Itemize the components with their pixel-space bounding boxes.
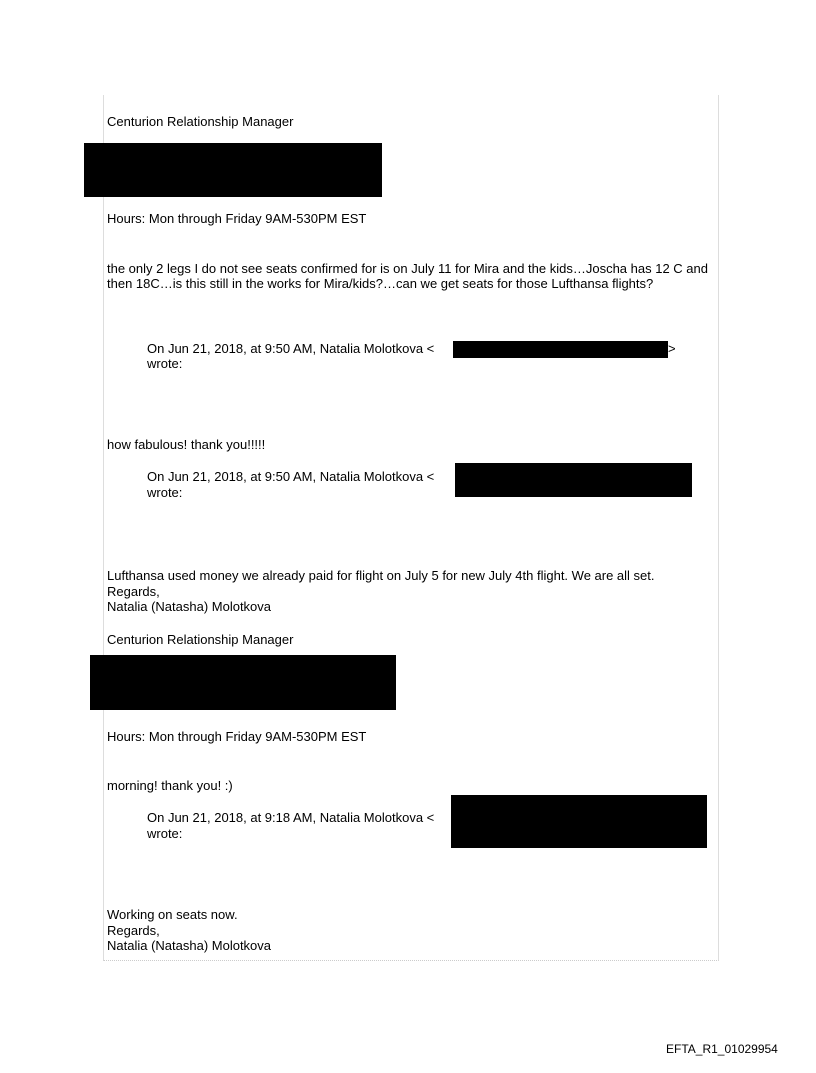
sender-name: Natalia (Natasha) Molotkova (107, 599, 272, 614)
message-line: Regards, (107, 584, 160, 599)
message-line: Lufthansa used money we already paid for flight on July 5 for new July 4th flight. We are all set. (107, 568, 655, 583)
message-line: Regards, (107, 923, 160, 938)
quote-header: On Jun 21, 2018, at 9:50 AM, Natalia Molotkova < (147, 469, 435, 484)
quote-header: On Jun 21, 2018, at 9:50 AM, Natalia Molotkova < (147, 341, 435, 356)
signature-title: Centurion Relationship Manager (107, 632, 294, 647)
message-body: morning! thank you! :) (107, 778, 233, 793)
quote-wrote: wrote: (147, 485, 183, 500)
redaction-box (453, 341, 668, 358)
message-line: Working on seats now. (107, 907, 238, 922)
quote-header-end: > (668, 341, 676, 356)
quote-wrote: wrote: (147, 356, 183, 371)
message-body: how fabulous! thank you!!!!! (107, 437, 266, 452)
signature-hours: Hours: Mon through Friday 9AM-530PM EST (107, 211, 367, 226)
redaction-box (84, 143, 382, 197)
bates-number: EFTA_R1_01029954 (666, 1042, 778, 1056)
signature-title: Centurion Relationship Manager (107, 114, 294, 129)
signature-hours: Hours: Mon through Friday 9AM-530PM EST (107, 729, 367, 744)
sender-name: Natalia (Natasha) Molotkova (107, 938, 272, 953)
quote-wrote: wrote: (147, 826, 183, 841)
redaction-box (455, 463, 692, 497)
quote-header: On Jun 21, 2018, at 9:18 AM, Natalia Molotkova < (147, 810, 435, 825)
message-body: the only 2 legs I do not see seats confirmed for is on July 11 for Mira and the kids…Joscha has 12 C and then 18C…is this still in the works for Mira/kids?…can we get seats for those Lufthansa flights? (107, 261, 708, 291)
redaction-box (451, 795, 707, 848)
redaction-box (90, 655, 396, 710)
